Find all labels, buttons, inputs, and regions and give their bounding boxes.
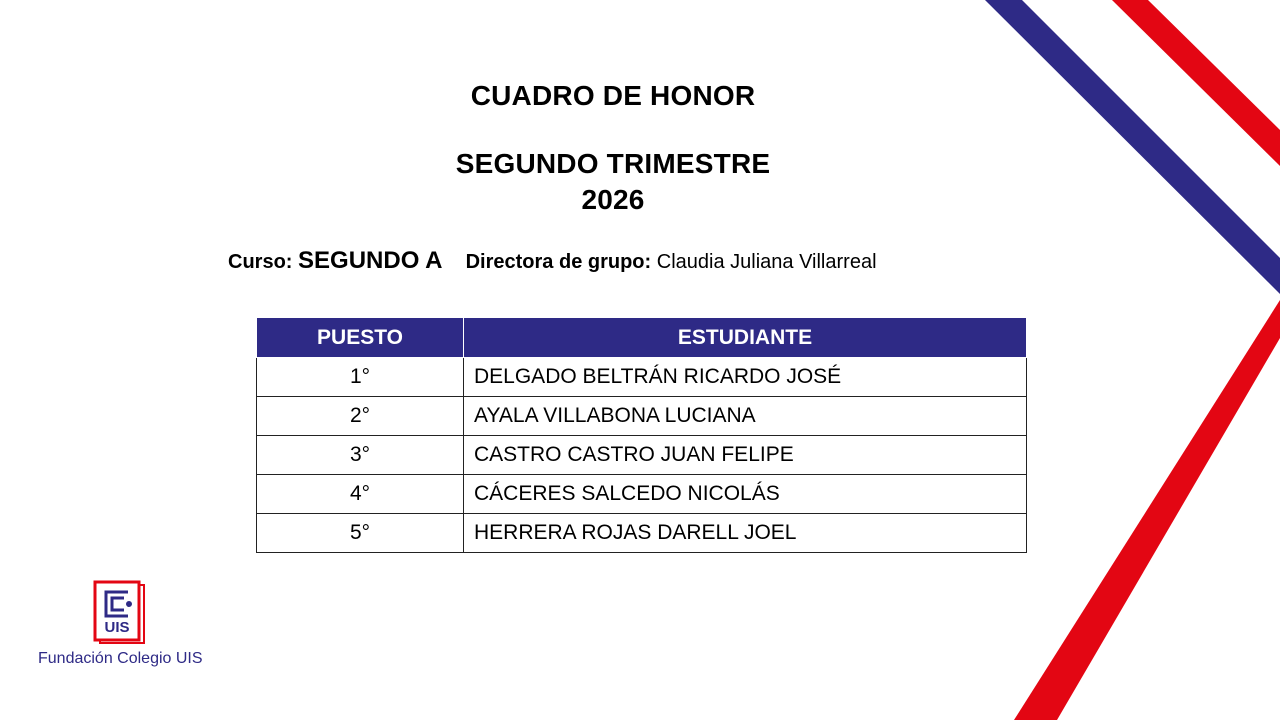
- table-header-row: [257, 318, 1027, 358]
- position-cell: 3°: [257, 436, 464, 475]
- table-row: [257, 475, 1027, 514]
- page-title: CUADRO DE HONOR: [470, 80, 756, 111]
- column-header-student: ESTUDIANTE: [464, 318, 1027, 358]
- position-cell: 5°: [257, 514, 464, 553]
- course-value: SEGUNDO A: [298, 247, 443, 274]
- blue-stripe: [985, 0, 1280, 294]
- course-info: [228, 247, 877, 275]
- student-cell: CASTRO CASTRO JUAN FELIPE: [464, 436, 1027, 475]
- student-cell: AYALA VILLABONA LUCIANA: [464, 397, 1027, 436]
- student-cell: CÁCERES SALCEDO NICOLÁS: [464, 475, 1027, 514]
- position-cell: 4°: [257, 475, 464, 514]
- honor-table: [256, 317, 1027, 553]
- director-label: Directora de grupo:: [465, 251, 652, 273]
- course-label: Curso:: [228, 251, 293, 273]
- position-cell: 1°: [257, 358, 464, 397]
- table-row: [257, 514, 1027, 553]
- student-cell: HERRERA ROJAS DARELL JOEL: [464, 514, 1027, 553]
- column-header-position: PUESTO: [257, 318, 464, 358]
- student-cell: DELGADO BELTRÁN RICARDO JOSÉ: [464, 358, 1027, 397]
- period-title: SEGUNDO TRIMESTRE: [455, 148, 771, 179]
- year-title: 2026: [581, 184, 645, 215]
- red-stripe-bottom: [1014, 300, 1280, 720]
- fundacion-colegio-uis-logo-icon: [92, 580, 148, 646]
- table-row: [257, 436, 1027, 475]
- table-row: [257, 397, 1027, 436]
- table-row: [257, 358, 1027, 397]
- director-value: Claudia Juliana Villarreal: [656, 251, 877, 273]
- position-cell: 2°: [257, 397, 464, 436]
- logo-name: Fundación Colegio UIS: [38, 650, 203, 667]
- logo-mark-text: UIS: [104, 619, 130, 636]
